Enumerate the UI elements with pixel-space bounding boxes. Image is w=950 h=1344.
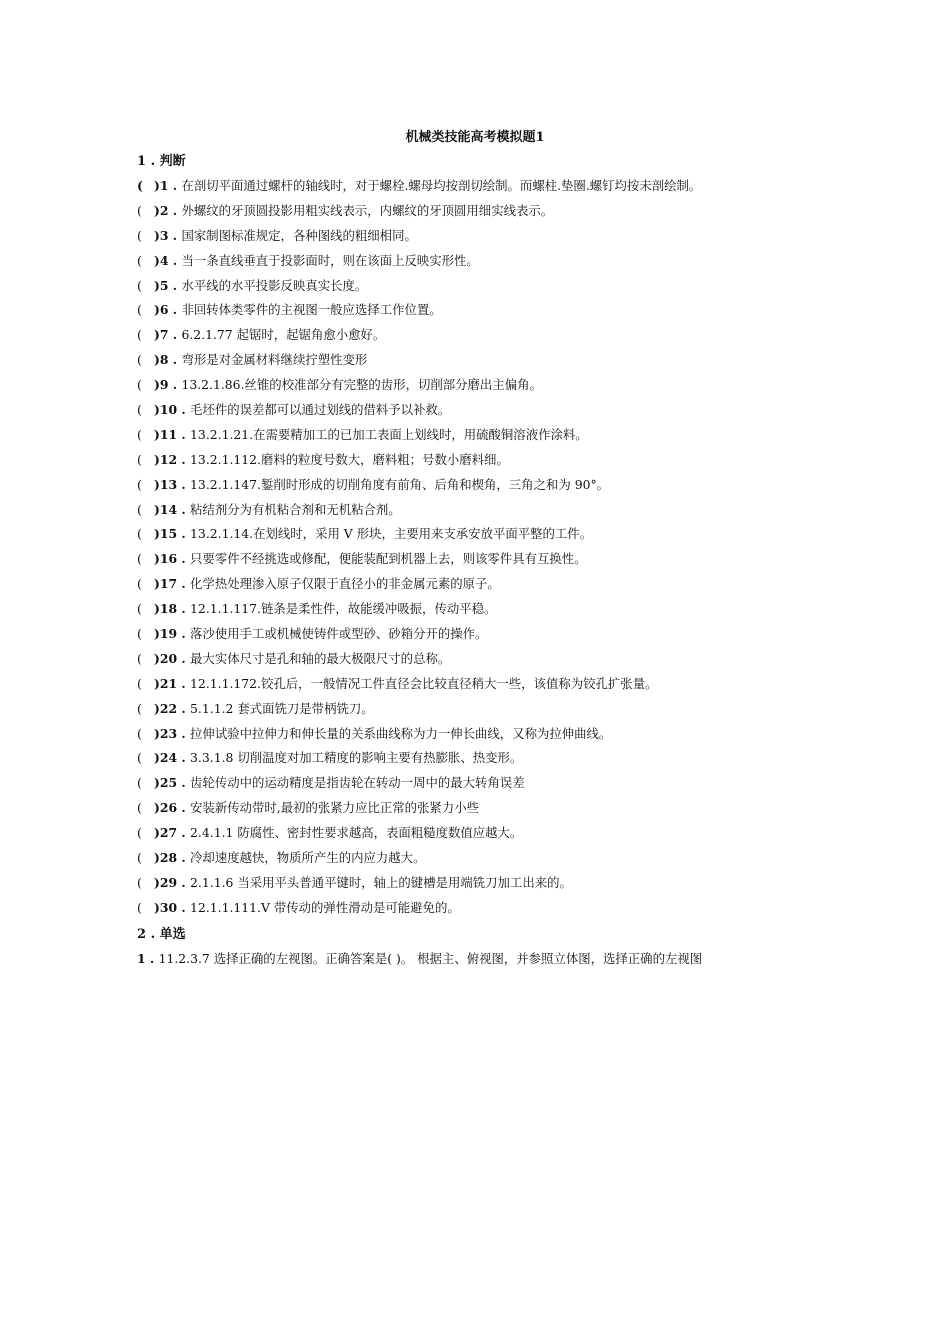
judgment-question <box>137 650 917 675</box>
question-number: )16 . <box>154 551 191 567</box>
answer-bracket: ( <box>137 501 142 517</box>
answer-bracket: ( <box>137 252 142 268</box>
judgment-question <box>137 252 917 277</box>
question-text: 非回转体类零件的主视图一般应选择工作位置。 <box>181 302 442 318</box>
answer-bracket: ( <box>137 576 142 592</box>
question-number: )30 . <box>154 899 191 915</box>
question-number: )23 . <box>154 725 191 741</box>
answer-bracket: ( <box>137 850 142 866</box>
answer-bracket: ( <box>137 899 142 915</box>
question-number: )28 . <box>154 850 191 866</box>
question-text: 只要零件不经挑选或修配，便能装配到机器上去，则该零件具有互换性。 <box>190 551 587 567</box>
question-text: 13.2.1.14.在划线时，采用 V 形块，主要用来支承安放平面平整的工件。 <box>190 526 593 542</box>
answer-bracket: ( <box>137 451 142 467</box>
section-heading-judgment: 1 . 判断 <box>137 154 186 169</box>
question-text: 拉伸试验中拉伸力和伸长量的关系曲线称为力一伸长曲线，又称为拉伸曲线。 <box>190 725 612 741</box>
question-text: 12.1.1.172.铰孔后，一般情况工件直径会比较直径稍大一些，该值称为铰孔扩张量。 <box>190 675 658 691</box>
question-text: 11.2.3.7 选择正确的左视图。正确答案是( )。 根据主、俯视图，并参照立体图，选择正确的左视图 <box>158 951 703 966</box>
question-number: )17 . <box>154 576 191 592</box>
question-text: 5.1.1.2 套式面铣刀是带柄铣刀。 <box>190 700 374 716</box>
question-number: )21 . <box>154 675 191 691</box>
judgment-question <box>137 501 917 526</box>
question-number: )11 . <box>154 426 191 442</box>
question-text: 落沙使用手工或机械使铸件或型砂、砂箱分开的操作。 <box>190 626 488 642</box>
judgment-question <box>137 451 917 476</box>
question-number: )4 . <box>154 252 182 268</box>
judgment-question <box>137 774 917 799</box>
question-text: 冷却速度越快，物质所产生的内应力越大。 <box>190 850 426 866</box>
question-number: )27 . <box>154 825 191 841</box>
question-text: 12.1.1.111.V 带传动的弹性滑动是可能避免的。 <box>190 899 460 915</box>
question-number: )2 . <box>154 202 182 218</box>
answer-bracket: ( <box>137 377 142 393</box>
question-number: )9 . <box>154 377 182 393</box>
answer-bracket: ( <box>137 302 142 318</box>
answer-bracket: ( <box>137 526 142 542</box>
judgment-question <box>137 700 917 725</box>
judgment-question <box>137 227 917 252</box>
judgment-question <box>137 725 917 750</box>
answer-bracket: ( <box>137 202 142 218</box>
answer-bracket: ( <box>137 800 142 816</box>
judgment-question <box>137 575 917 600</box>
question-text: 毛坯件的误差都可以通过划线的借料予以补救。 <box>190 402 451 418</box>
question-text: 13.2.1.86.丝锥的校准部分有完整的齿形，切削部分磨出主偏角。 <box>181 377 542 393</box>
judgment-question <box>137 799 917 824</box>
question-number: )22 . <box>154 700 191 716</box>
judgment-question <box>137 202 917 227</box>
question-number: )20 . <box>154 650 191 666</box>
judgment-question <box>137 625 917 650</box>
answer-bracket: ( <box>137 675 142 691</box>
judgment-question <box>137 525 917 550</box>
answer-bracket: ( <box>137 476 142 492</box>
question-number: )6 . <box>154 302 182 318</box>
question-text: 外螺纹的牙顶圆投影用粗实线表示，内螺纹的牙顶圆用细实线表示。 <box>181 202 554 218</box>
answer-bracket: ( <box>137 750 142 766</box>
judgment-question <box>137 849 917 874</box>
question-number: )5 . <box>154 277 182 293</box>
question-number: )12 . <box>154 451 191 467</box>
answer-bracket: ( <box>137 178 143 193</box>
question-number: )15 . <box>154 526 191 542</box>
question-text: 当一条直线垂直于投影面时，则在该面上反映实形性。 <box>181 252 479 268</box>
answer-bracket: ( <box>137 227 142 243</box>
question-number: )19 . <box>154 626 191 642</box>
answer-bracket: ( <box>137 426 142 442</box>
question-text: 粘结剂分为有机粘合剂和无机粘合剂。 <box>190 501 401 517</box>
judgment-question <box>137 550 917 575</box>
question-text: 国家制图标准规定，各种图线的粗细相同。 <box>181 227 417 243</box>
judgment-question <box>137 326 917 351</box>
judgment-question <box>137 824 917 849</box>
question-number: )14 . <box>154 501 191 517</box>
question-text: 齿轮传动中的运动精度是指齿轮在转动一周中的最大转角误差 <box>190 775 525 791</box>
question-text: 13.2.1.112.磨料的粒度号数大，磨料粗；号数小磨料细。 <box>190 451 509 467</box>
answer-bracket: ( <box>137 352 142 368</box>
question-number: )1 . <box>154 178 182 193</box>
answer-bracket: ( <box>137 402 142 418</box>
question-text: 2.1.1.6 当采用平头普通平键时，轴上的键槽是用端铣刀加工出来的。 <box>190 874 572 890</box>
answer-bracket: ( <box>137 626 142 642</box>
question-text: 13.2.1.21.在需要精加工的已加工表面上划线时，用硫酸铜溶液作涂料。 <box>190 426 588 442</box>
question-number: )18 . <box>154 601 191 617</box>
question-text: 安装新传动带时,最初的张紧力应比正常的张紧力小些 <box>190 800 479 816</box>
question-number: )10 . <box>154 402 191 418</box>
section-heading-single-choice: 2 . 单选 <box>137 927 186 942</box>
judgment-question <box>137 301 917 326</box>
question-number: )7 . <box>154 327 182 343</box>
single-choice-question-1 <box>137 950 702 968</box>
question-number: )29 . <box>154 874 191 890</box>
judgment-question <box>137 376 917 401</box>
answer-bracket: ( <box>137 277 142 293</box>
judgment-question <box>137 426 917 451</box>
answer-bracket: ( <box>137 725 142 741</box>
question-text: 2.4.1.1 防腐性、密封性要求越高，表面粗糙度数值应越大。 <box>190 825 523 841</box>
judgment-question <box>137 177 917 202</box>
answer-bracket: ( <box>137 700 142 716</box>
question-text: 最大实体尺寸是孔和轴的最大极限尺寸的总称。 <box>190 650 451 666</box>
question-number: )24 . <box>154 750 191 766</box>
question-text: 水平线的水平投影反映真实长度。 <box>181 277 368 293</box>
question-number: )26 . <box>154 800 191 816</box>
question-number: )3 . <box>154 227 182 243</box>
judgment-question <box>137 401 917 426</box>
answer-bracket: ( <box>137 551 142 567</box>
question-number: 1 . <box>137 951 159 966</box>
document-title: 机械类技能高考模拟题1 <box>405 130 545 145</box>
question-text: 3.3.1.8 切削温度对加工精度的影响主要有热膨胀、热变形。 <box>190 750 523 766</box>
judgment-question <box>137 600 917 625</box>
question-text: 化学热处理渗入原子仅限于直径小的非金属元素的原子。 <box>190 576 500 592</box>
judgment-question <box>137 749 917 774</box>
judgment-question-list <box>137 177 917 924</box>
question-text: 13.2.1.147.錾削时形成的切削角度有前角、后角和楔角，三角之和为 90°。 <box>190 476 610 492</box>
question-number: )25 . <box>154 775 191 791</box>
answer-bracket: ( <box>137 650 142 666</box>
answer-bracket: ( <box>137 825 142 841</box>
question-text: 6.2.1.77 起锯时，起锯角愈小愈好。 <box>181 327 386 343</box>
judgment-question <box>137 899 917 924</box>
answer-bracket: ( <box>137 601 142 617</box>
answer-bracket: ( <box>137 327 142 343</box>
answer-bracket: ( <box>137 874 142 890</box>
judgment-question <box>137 675 917 700</box>
judgment-question <box>137 874 917 899</box>
question-text: 在剖切平面通过螺杆的轴线时，对于螺栓.螺母均按剖切绘制。而螺柱.垫圈.螺钉均按未剖绘制。 <box>181 178 702 193</box>
judgment-question <box>137 476 917 501</box>
question-text: 弯形是对金属材料继续拧塑性变形 <box>181 352 368 368</box>
judgment-question <box>137 277 917 302</box>
judgment-question <box>137 351 917 376</box>
question-text: 12.1.1.117.链条是柔性件，故能缓冲吸振，传动平稳。 <box>190 601 497 617</box>
question-number: )8 . <box>154 352 182 368</box>
answer-bracket: ( <box>137 775 142 791</box>
question-number: )13 . <box>154 476 191 492</box>
